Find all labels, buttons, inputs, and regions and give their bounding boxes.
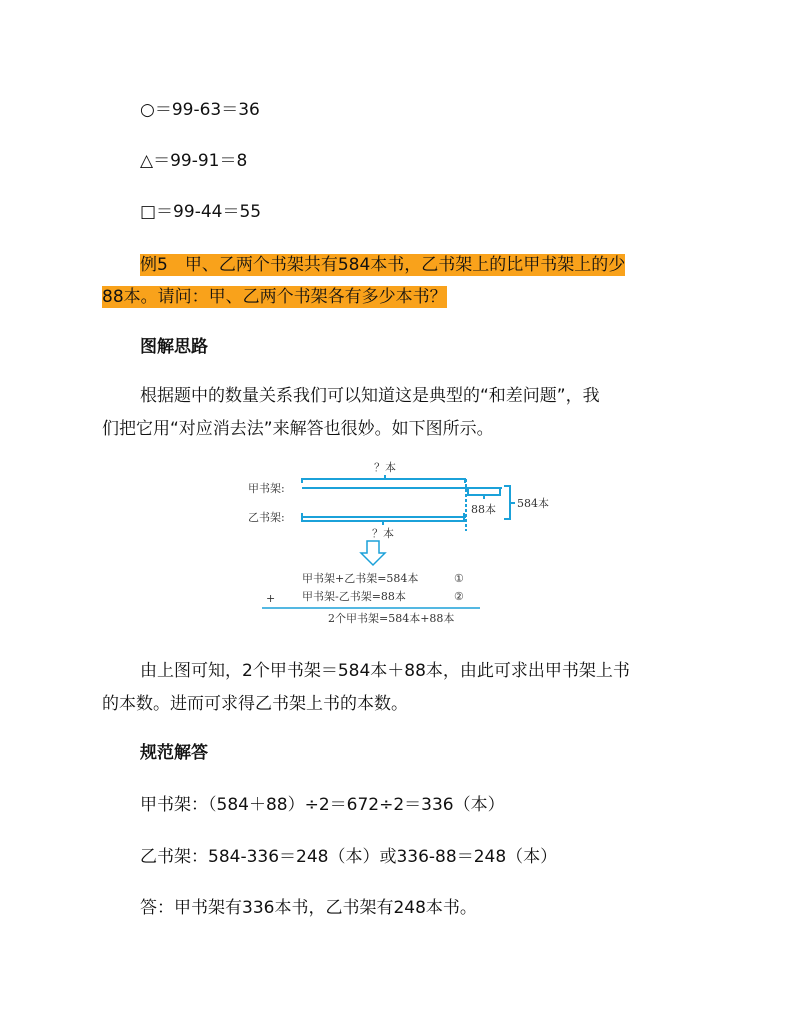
equation-circle: ○＝99-63＝36 [140,100,260,120]
bottom-question-label: ？本 [372,527,394,540]
answer-jia: 甲书架：（584＋88）÷2＝672÷2＝336（本） [140,795,505,815]
equation-1: 甲书架+乙书架=584本 [302,572,419,585]
paragraph-line: 们把它用“对应消去法”来解答也很妙。如下图所示。 [102,419,494,439]
top-brace [302,475,465,483]
total-label: 584本 [517,497,549,510]
label-yi: 乙书架: [248,511,285,524]
plus-sign: + [266,592,276,605]
diff-label: 88本 [471,503,496,516]
equation-2-number: ② [454,590,464,603]
example-line-1: 例5 甲、乙两个书架共有584本书，乙书架上的比甲书架上的少 [140,255,626,275]
paragraph-explanation [102,380,702,446]
paragraph-line: 的本数。进而可求得乙书架上书的本数。 [102,694,408,714]
down-arrow-icon [361,541,385,565]
final-answer: 答：甲书架有336本书，乙书架有248本书。 [140,898,477,918]
label-jia: 甲书架: [248,482,285,495]
paragraph-conclusion [102,655,702,721]
diff-brace [468,488,500,499]
bottom-brace [302,513,464,525]
equation-1-number: ① [454,572,464,585]
equation-square: □＝99-44＝55 [140,202,262,222]
top-question-label: ？本 [374,461,396,474]
paragraph-line: 根据题中的数量关系我们可以知道这是典型的“和差问题”，我 [140,386,600,406]
total-brace [504,486,515,519]
equation-triangle: △＝99-91＝8 [140,151,248,171]
equation-2: 甲书架-乙书架=88本 [302,590,406,603]
section-heading-diagram-approach: 图解思路 [140,337,208,357]
line-segment-diagram [240,455,560,635]
section-heading-standard-solution: 规范解答 [140,743,208,763]
result-equation: 2个甲书架=584本+88本 [328,612,455,625]
paragraph-line: 由上图可知，2个甲书架＝584本＋88本，由此可求出甲书架上书 [140,661,630,681]
answer-yi: 乙书架：584-336＝248（本）或336-88＝248（本） [140,847,558,867]
example-line-2: 88本。请问：甲、乙两个书架各有多少本书？ [102,287,447,307]
